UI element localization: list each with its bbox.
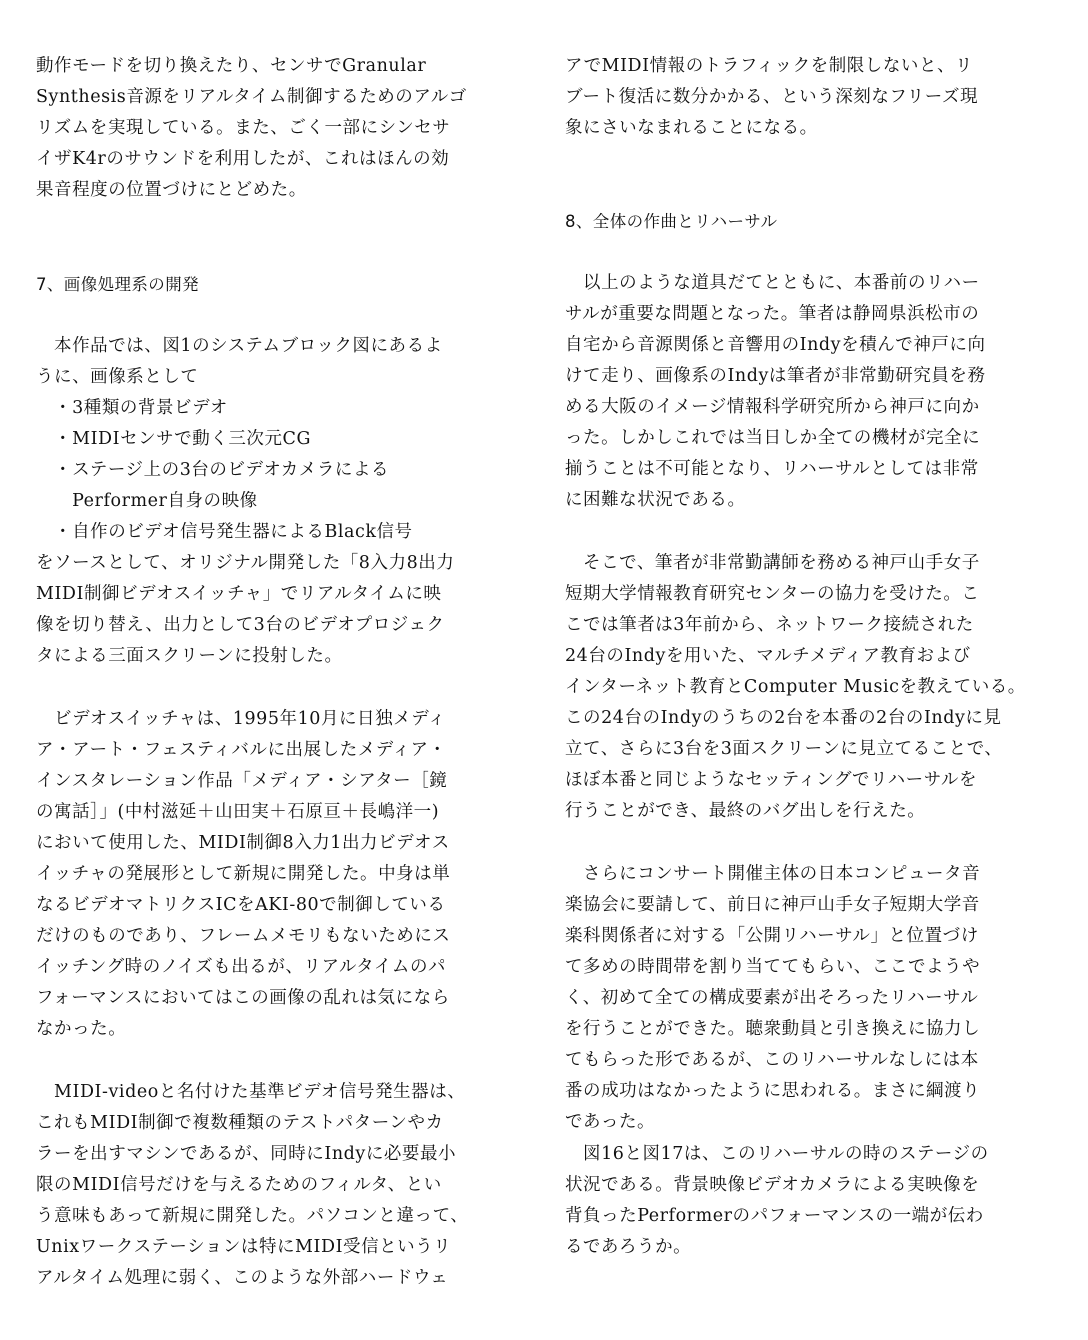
text-line: において使用した、MIDI制御8入力1出力ビデオス	[36, 833, 450, 853]
text-line: ア・アート・フェスティバルに出展したメディア・	[36, 740, 447, 760]
text-line: インターネット教育とComputer Musicを教えている。	[565, 677, 1026, 697]
text-line: 限のMIDI信号だけを与えるためのフィルタ、とい	[36, 1175, 442, 1195]
text-line: ラーを出すマシンであるが、同時にIndyに必要最小	[36, 1144, 457, 1164]
section-heading: 8、全体の作曲とリハーサル	[565, 212, 778, 231]
text-line: タによる三面スクリーンに投射した。	[36, 646, 343, 666]
text-line: 自宅から音源関係と音響用のIndyを積んで神戸に向	[565, 335, 986, 355]
text-line: フォーマンスにおいてはこの画像の乱れは気になら	[36, 988, 450, 1008]
text-line: うに、画像系として	[36, 367, 199, 387]
text-line: て多めの時間帯を割り当ててもらい、ここでようや	[565, 957, 981, 977]
text-line: こでは筆者は3年前から、ネットワーク接続された	[565, 615, 974, 635]
text-line: アルタイム処理に弱く、このような外部ハードウェ	[36, 1268, 449, 1288]
text-line: るであろうか。	[565, 1237, 692, 1257]
text-line: 番の成功はなかったように思われる。まさに綱渡り	[565, 1081, 981, 1101]
text-line: けて走り、画像系のIndyは筆者が非常勤研究員を務	[565, 366, 986, 386]
section-heading: 7、画像処理系の開発	[36, 275, 199, 294]
text-line: った。しかしこれでは当日しか全ての機材が完全に	[565, 428, 981, 448]
text-line: なるビデオマトリクスICをAKI-80で制御している	[36, 895, 446, 915]
text-line: リズムを実現している。また、ごく一部にシンセサ	[36, 118, 451, 138]
text-line: 像を切り替え、出力として3台のビデオプロジェク	[36, 615, 445, 635]
text-line: 背負ったPerformerのパフォーマンスの一端が伝わ	[565, 1206, 984, 1226]
list-item: ・3種類の背景ビデオ	[36, 398, 228, 418]
text-line: インスタレーション作品「メディア・シアター［鏡	[36, 771, 448, 791]
text-line: 本作品では、図1のシステムブロック図にあるよ	[36, 336, 443, 356]
text-line: く、初めて全ての構成要素が出そろったリハーサル	[565, 988, 979, 1008]
list-item: ・ステージ上の3台のビデオカメラによる	[36, 460, 390, 480]
text-line: 動作モードを切り換えたり、センサでGranular	[36, 56, 427, 76]
text-line: 揃うことは不可能となり、リハーサルとしては非常	[565, 459, 979, 479]
text-line: ビデオスイッチャは、1995年10月に日独メディ	[36, 709, 446, 729]
text-line: ブート復活に数分かかる、という深刻なフリーズ現	[565, 87, 979, 107]
text-line: 楽科関係者に対する「公開リハーサル」と位置づけ	[565, 926, 979, 946]
text-line: 状況である。背景映像ビデオカメラによる実映像を	[565, 1175, 980, 1195]
text-line: の寓話］」(中村滋延＋山田実＋石原亘＋長嶋洋一)	[36, 802, 440, 822]
text-line: 24台のIndyを用いた、マルチメディア教育および	[565, 646, 971, 666]
text-line: 果音程度の位置づけにとどめた。	[36, 180, 307, 200]
text-line: う意味もあって新規に開発した。パソコンと違って、	[36, 1206, 469, 1226]
list-item: ・MIDIセンサで動く三次元CG	[36, 429, 311, 449]
text-line: そこで、筆者が非常勤講師を務める神戸山手女子	[565, 553, 980, 573]
text-line: Synthesis音源をリアルタイム制御するためのアルゴ	[36, 87, 467, 107]
text-line: 象にさいなまれることになる。	[565, 118, 818, 138]
text-line: 以上のような道具だてとともに、本番前のリハー	[565, 273, 980, 293]
text-line: イッチング時のノイズも出るが、リアルタイムのパ	[36, 957, 447, 977]
list-item: ・自作のビデオ信号発生器によるBlack信号	[36, 522, 413, 542]
text-line: てもらった形であるが、このリハーサルなしには本	[565, 1050, 979, 1070]
text-line: アでMIDI情報のトラフィックを制限しないと、リ	[565, 56, 974, 76]
text-line: さらにコンサート開催主体の日本コンピュータ音	[565, 864, 981, 884]
text-line: 立て、さらに3台を3面スクリーンに見立てることで、	[565, 739, 1003, 759]
text-line: MIDI制御ビデオスイッチャ」でリアルタイムに映	[36, 584, 442, 604]
text-line: める大阪のイメージ情報科学研究所から神戸に向か	[565, 397, 980, 417]
text-line: 行うことができ、最終のバグ出しを行えた。	[565, 801, 926, 821]
text-line: 図16と図17は、このリハーサルの時のステージの	[565, 1144, 989, 1164]
text-line: サルが重要な問題となった。筆者は静岡県浜松市の	[565, 304, 980, 324]
text-line: これもMIDI制御で複数種類のテストパターンやカ	[36, 1113, 444, 1133]
text-line: 短期大学情報教育研究センターの協力を受けた。こ	[565, 584, 980, 604]
list-item: Performer自身の映像	[36, 491, 258, 511]
text-line: なかった。	[36, 1019, 127, 1039]
text-line: イッチャの発展形として新規に開発した。中身は単	[36, 864, 451, 884]
text-line: ほぼ本番と同じようなセッティングでリハーサルを	[565, 770, 977, 790]
text-line: MIDI-videoと名付けた基準ビデオ信号発生器は、	[36, 1082, 466, 1102]
text-line: に困難な状況である。	[565, 490, 746, 510]
text-line: Unixワークステーションは特にMIDI受信というリ	[36, 1237, 452, 1257]
text-line: この24台のIndyのうちの2台を本番の2台のIndyに見	[565, 708, 1002, 728]
text-line: 楽協会に要請して、前日に神戸山手女子短期大学音	[565, 895, 980, 915]
text-line: をソースとして、オリジナル開発した「8入力8出力	[36, 553, 455, 573]
text-line: を行うことができた。聴衆動員と引き換えに協力し	[565, 1019, 981, 1039]
text-line: だけのものであり、フレームメモリもないためにス	[36, 926, 451, 946]
text-line: であった。	[565, 1112, 656, 1132]
text-line: イザK4rのサウンドを利用したが、これはほんの効	[36, 149, 450, 169]
